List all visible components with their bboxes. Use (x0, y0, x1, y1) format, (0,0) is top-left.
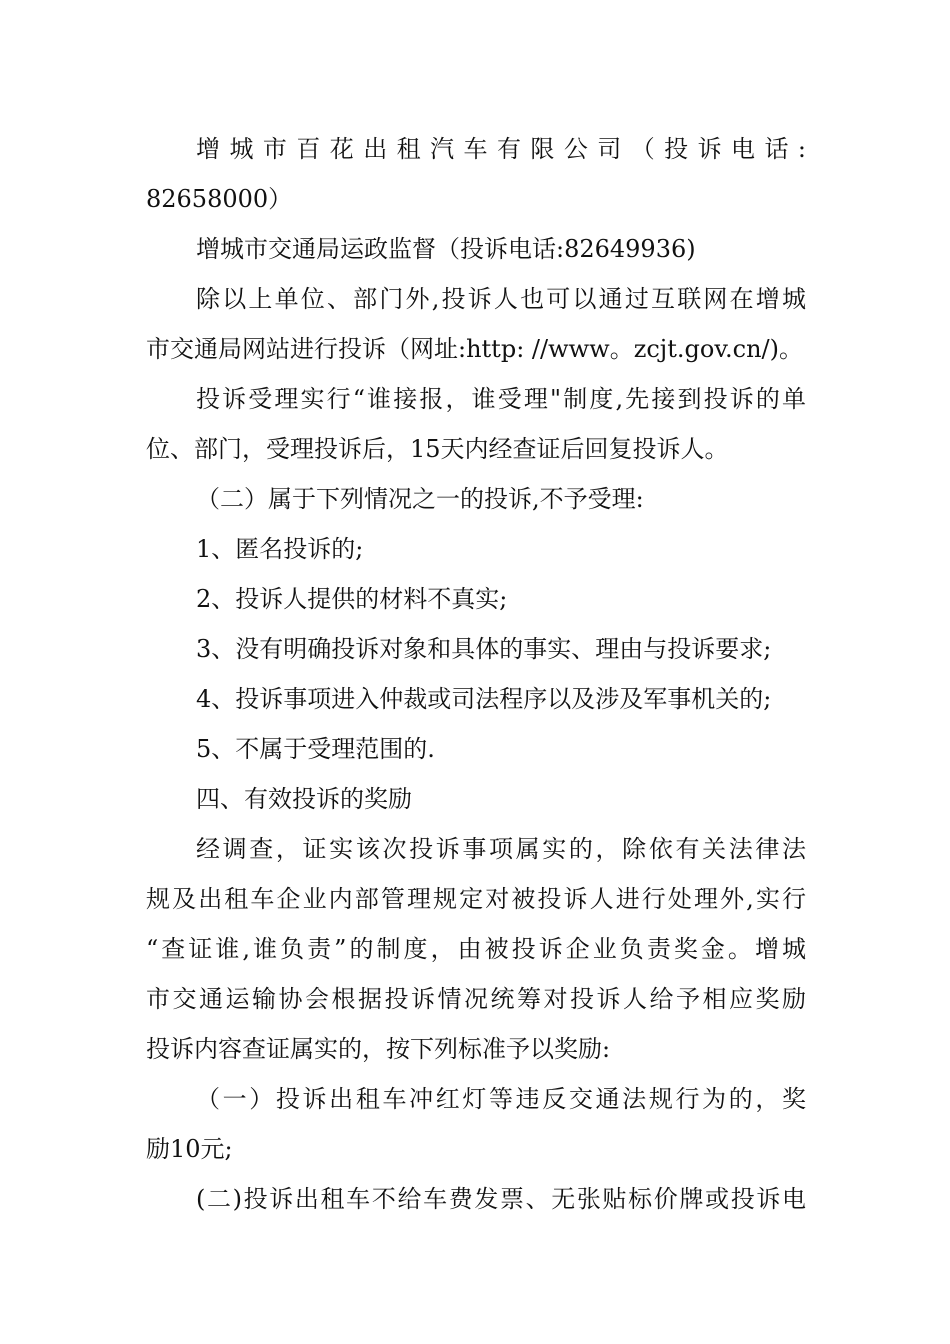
list-item-5: 5、不属于受理范围的. (196, 735, 435, 763)
paragraph-internet-line2: 市交通局网站进行投诉（网址:http: //www。zcjt.gov.cn/)。 (146, 335, 804, 363)
paragraph-reward-line5: 投诉内容查证属实的，按下列标准予以奖励: (146, 1035, 611, 1063)
list-item-2: 2、投诉人提供的材料不真实; (196, 585, 508, 613)
reward-item-1-line1: （一）投诉出租车冲红灯等违反交通法规行为的，奖 (196, 1085, 806, 1113)
list-item-3: 3、没有明确投诉对象和具体的事实、理由与投诉要求; (196, 635, 772, 663)
paragraph-acceptance-line1: 投诉受理实行“谁接报，谁受理"制度,先接到投诉的单 (196, 385, 806, 413)
paragraph-reward-line4: 市交通运输协会根据投诉情况统筹对投诉人给予相应奖励 (146, 985, 806, 1013)
list-item-4: 4、投诉事项进入仲裁或司法程序以及涉及军事机关的; (196, 685, 772, 713)
reward-item-2-line1: (二)投诉出租车不给车费发票、无张贴标价牌或投诉电 (196, 1185, 806, 1213)
reward-item-1-line2: 励10元; (146, 1135, 233, 1163)
paragraph-internet-line1: 除以上单位、部门外,投诉人也可以通过互联网在增城 (196, 285, 806, 313)
paragraph-transport-bureau: 增城市交通局运政监督（投诉电话:82649936) (196, 235, 696, 263)
paragraph-acceptance-line2: 位、部门，受理投诉后，15天内经查证后回复投诉人。 (146, 435, 729, 463)
paragraph-company-complaint-line1: 增城市百花出租汽车有限公司（投诉电话: (196, 135, 806, 163)
paragraph-reward-line2: 规及出租车企业内部管理规定对被投诉人进行处理外,实行 (146, 885, 806, 913)
section-reward-heading: 四、有效投诉的奖励 (196, 785, 412, 813)
section-not-accepted-heading: （二）属于下列情况之一的投诉,不予受理: (196, 485, 644, 513)
paragraph-company-complaint-line2: 82658000） (146, 185, 293, 213)
list-item-1: 1、匿名投诉的; (196, 535, 364, 563)
paragraph-reward-line1: 经调查，证实该次投诉事项属实的，除依有关法律法 (196, 835, 806, 863)
paragraph-reward-line3: “查证谁,谁负责”的制度，由被投诉企业负责奖金。增城 (146, 935, 806, 963)
